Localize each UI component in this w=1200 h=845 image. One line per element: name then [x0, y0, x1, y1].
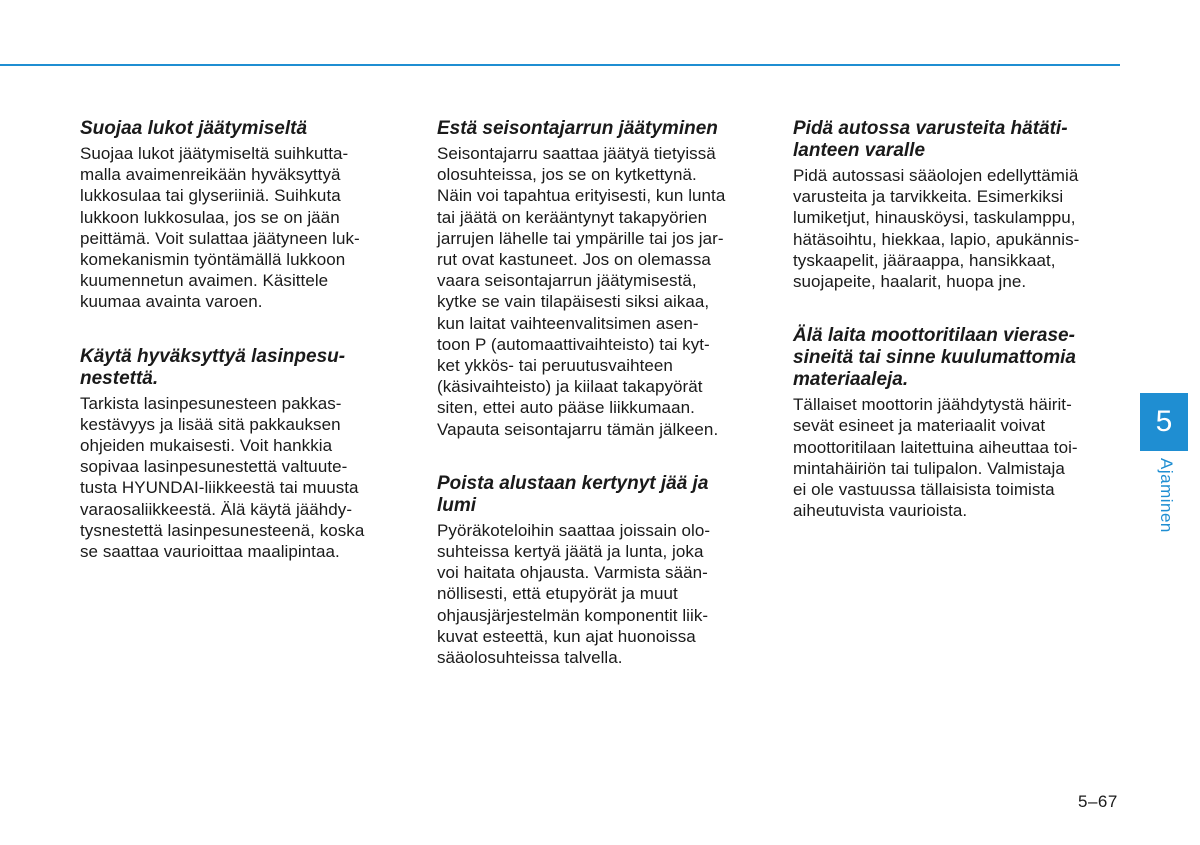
section-engine-bay-objects [793, 325, 1121, 521]
section-heading: Käytä hyväksyttyä lasinpesu- nestettä. [80, 345, 346, 389]
section-body: Pyöräkoteloihin saattaa joissain olo- suhteissa kertyä jäätä ja lunta, joka voi haitata ohjausta. Varmista sään- nöllisesti, että etupyörät ja muut ohjausjärjestelmän komponentit liik- kuvat esteettä, kun ajat huonoissa sääolosuhteissa talvella. [437, 520, 711, 668]
section-washer-fluid [80, 346, 408, 563]
column-right [793, 118, 1121, 554]
section-body: Pidä autossasi sääolojen edellyttämiä varusteita ja tarvikkeita. Esimerkiksi lumiketjut, hinausköysi, taskulamppu, hätäsoihtu, hiekkaa, lapio, apukännis- tyskaapelit, jääraappa, hansikkaat, suojapeite, haalarit, huopa jne. [793, 166, 1080, 292]
section-body: Seisontajarru saattaa jäätyä tietyissä olosuhteissa, jos se on kytkettynä. Näin voi tapahtua erityisesti, kun lunta tai jäätä on kerääntynyt takapyörien jarrujen lähelle tai ympärille tai jos jar- rut ovat kastuneet. Jos on olemassa vaara seisontajarrun jäätymisestä, kytke se vain tilapäisesti siksi aikaa, kun laitat vaihteenvalitsimen asen- toon P (automaattivaihteisto) tai kyt- ket ykkös- tai peruutusvaihteen (käsivaihteisto) ja kiilaat takapyörät siten, ettei auto pääse liikkumaan. Vapauta seisontajarru tämän jälkeen. [437, 144, 726, 439]
section-heading: Pidä autossa varusteita hätäti- lanteen varalle [793, 118, 1068, 161]
chapter-title: Ajaminen [1157, 458, 1176, 533]
section-heading: Estä seisontajarrun jäätyminen [437, 118, 718, 139]
section-body: Tällaiset moottorin jäähdytystä häirit- sevät esineet ja materiaalit voivat moottoritilaan laitettuina aiheuttaa toi- mintahäiriön tai tulipalon. Valmistaja ei ole vastuussa tällaisista toimista aiheutuvista vaurioista. [793, 395, 1078, 521]
section-lock-freeze [80, 118, 408, 313]
section-heading: Poista alustaan kertynyt jää ja lumi [437, 472, 709, 516]
section-heading: Älä laita moottoritilaan vierase- sineitä tai sinne kuulumattomia materiaaleja. [793, 325, 1076, 391]
section-body: Tarkista lasinpesunesteen pakkas- kestävyys ja lisää sitä pakkauksen ohjeiden mukaisesti. Voit hankkia sopivaa lasinpesunestettä valtuute- tusta HYUNDAI-liikkeestä tai muusta varaosaliikkeestä. Älä käytä jäähdy- tysnestettä lasinpesunesteenä, koska se saattaa vaurioittaa maalipintaa. [80, 393, 365, 562]
section-body: Suojaa lukot jäätymiseltä suihkutta- malla avaimenreikään hyväksyttyä lukkosulaa tai glyseriiniä. Suihkuta lukkoon lukkosulaa, jos se on jään peittämä. Voit sulattaa jäätyneen luk- komekanismin työntämällä lukkoon kuumennetun avaimen. Käsittele kuumaa avainta varoen. [80, 144, 360, 312]
column-left [80, 118, 408, 595]
page-number: 5–67 [1078, 792, 1118, 811]
chapter-number-tab: 5 [1140, 393, 1188, 451]
section-emergency-equipment [793, 118, 1121, 292]
header-rule [0, 64, 1120, 66]
column-middle [437, 118, 765, 701]
section-heading: Suojaa lukot jäätymiseltä [80, 118, 308, 139]
section-undercarriage-ice [437, 473, 765, 668]
section-parking-brake [437, 118, 765, 440]
